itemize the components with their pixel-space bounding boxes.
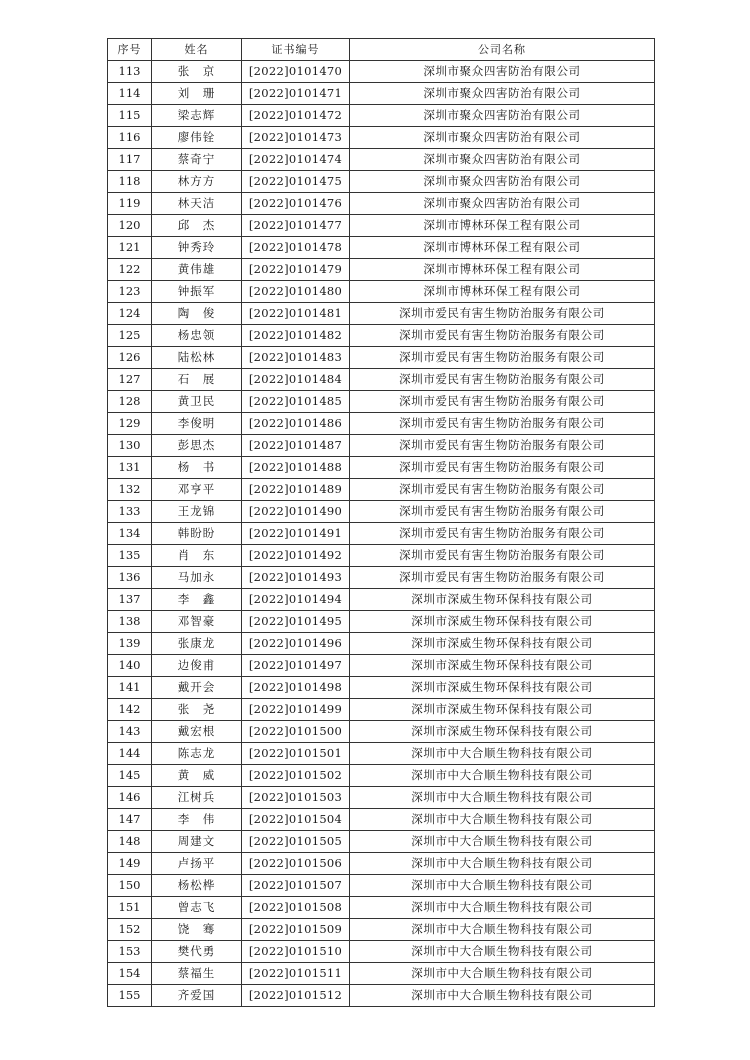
cell-cert: [2022]0101474 <box>242 149 350 171</box>
header-cert: 证书编号 <box>242 39 350 61</box>
cell-cert: [2022]0101500 <box>242 721 350 743</box>
table-row <box>108 545 655 567</box>
cell-name: 饶 骞 <box>152 919 242 941</box>
cell-name: 齐爱国 <box>152 985 242 1007</box>
cell-name: 杨松桦 <box>152 875 242 897</box>
table-row <box>108 853 655 875</box>
cell-name: 黄 威 <box>152 765 242 787</box>
header-company: 公司名称 <box>350 39 655 61</box>
cell-company: 深圳市中大合顺生物科技有限公司 <box>350 963 655 985</box>
table-row <box>108 61 655 83</box>
cell-cert: [2022]0101480 <box>242 281 350 303</box>
cell-cert: [2022]0101497 <box>242 655 350 677</box>
cell-company: 深圳市聚众四害防治有限公司 <box>350 83 655 105</box>
table-row <box>108 127 655 149</box>
cell-company: 深圳市中大合顺生物科技有限公司 <box>350 743 655 765</box>
cell-company: 深圳市博林环保工程有限公司 <box>350 281 655 303</box>
cell-company: 深圳市深威生物环保科技有限公司 <box>350 699 655 721</box>
cell-cert: [2022]0101498 <box>242 677 350 699</box>
cell-no: 119 <box>108 193 152 215</box>
cell-cert: [2022]0101487 <box>242 435 350 457</box>
cell-cert: [2022]0101508 <box>242 897 350 919</box>
cell-no: 143 <box>108 721 152 743</box>
cell-name: 张 尧 <box>152 699 242 721</box>
cell-company: 深圳市爱民有害生物防治服务有限公司 <box>350 369 655 391</box>
cell-no: 150 <box>108 875 152 897</box>
cell-cert: [2022]0101505 <box>242 831 350 853</box>
table-row <box>108 435 655 457</box>
cell-name: 钟秀玲 <box>152 237 242 259</box>
cell-no: 152 <box>108 919 152 941</box>
cell-name: 梁志辉 <box>152 105 242 127</box>
cell-no: 145 <box>108 765 152 787</box>
cell-no: 131 <box>108 457 152 479</box>
cell-no: 130 <box>108 435 152 457</box>
cell-no: 151 <box>108 897 152 919</box>
cell-cert: [2022]0101494 <box>242 589 350 611</box>
cell-name: 邓智豪 <box>152 611 242 633</box>
header-no: 序号 <box>108 39 152 61</box>
cell-no: 126 <box>108 347 152 369</box>
cell-company: 深圳市深威生物环保科技有限公司 <box>350 633 655 655</box>
cell-company: 深圳市聚众四害防治有限公司 <box>350 61 655 83</box>
cell-no: 138 <box>108 611 152 633</box>
cell-company: 深圳市中大合顺生物科技有限公司 <box>350 875 655 897</box>
cell-no: 122 <box>108 259 152 281</box>
table-row <box>108 259 655 281</box>
cell-no: 121 <box>108 237 152 259</box>
cell-no: 129 <box>108 413 152 435</box>
cell-cert: [2022]0101502 <box>242 765 350 787</box>
table-header <box>108 39 655 61</box>
table-row <box>108 985 655 1007</box>
cell-no: 118 <box>108 171 152 193</box>
cell-company: 深圳市聚众四害防治有限公司 <box>350 105 655 127</box>
cell-no: 155 <box>108 985 152 1007</box>
table-row <box>108 413 655 435</box>
table-row <box>108 589 655 611</box>
cell-name: 陈志龙 <box>152 743 242 765</box>
cell-no: 127 <box>108 369 152 391</box>
table-row <box>108 831 655 853</box>
cell-cert: [2022]0101510 <box>242 941 350 963</box>
cell-company: 深圳市爱民有害生物防治服务有限公司 <box>350 325 655 347</box>
table-row <box>108 633 655 655</box>
cell-company: 深圳市爱民有害生物防治服务有限公司 <box>350 567 655 589</box>
cell-cert: [2022]0101486 <box>242 413 350 435</box>
cell-no: 116 <box>108 127 152 149</box>
cell-name: 张 京 <box>152 61 242 83</box>
table-row <box>108 809 655 831</box>
cell-no: 136 <box>108 567 152 589</box>
cell-name: 钟振军 <box>152 281 242 303</box>
cell-company: 深圳市爱民有害生物防治服务有限公司 <box>350 479 655 501</box>
table-row <box>108 193 655 215</box>
cell-cert: [2022]0101471 <box>242 83 350 105</box>
cell-cert: [2022]0101491 <box>242 523 350 545</box>
cell-name: 张康龙 <box>152 633 242 655</box>
table-row <box>108 391 655 413</box>
table-row <box>108 457 655 479</box>
cell-cert: [2022]0101489 <box>242 479 350 501</box>
cell-company: 深圳市中大合顺生物科技有限公司 <box>350 831 655 853</box>
cell-name: 杨 书 <box>152 457 242 479</box>
cell-company: 深圳市深威生物环保科技有限公司 <box>350 589 655 611</box>
cell-name: 李 伟 <box>152 809 242 831</box>
cell-no: 148 <box>108 831 152 853</box>
table-row <box>108 83 655 105</box>
cell-company: 深圳市爱民有害生物防治服务有限公司 <box>350 347 655 369</box>
cell-cert: [2022]0101504 <box>242 809 350 831</box>
cell-company: 深圳市博林环保工程有限公司 <box>350 259 655 281</box>
cell-name: 江树兵 <box>152 787 242 809</box>
cell-no: 135 <box>108 545 152 567</box>
table-row <box>108 919 655 941</box>
table-row <box>108 303 655 325</box>
table-row <box>108 325 655 347</box>
cell-cert: [2022]0101492 <box>242 545 350 567</box>
cell-name: 李俊明 <box>152 413 242 435</box>
cell-company: 深圳市爱民有害生物防治服务有限公司 <box>350 303 655 325</box>
table-row <box>108 699 655 721</box>
table-row <box>108 171 655 193</box>
cell-no: 139 <box>108 633 152 655</box>
cell-no: 140 <box>108 655 152 677</box>
cell-name: 肖 东 <box>152 545 242 567</box>
header-row <box>108 39 655 61</box>
cell-name: 陶 俊 <box>152 303 242 325</box>
cell-cert: [2022]0101475 <box>242 171 350 193</box>
cell-no: 128 <box>108 391 152 413</box>
cell-cert: [2022]0101473 <box>242 127 350 149</box>
cell-name: 李 鑫 <box>152 589 242 611</box>
cell-name: 彭思杰 <box>152 435 242 457</box>
table-row <box>108 941 655 963</box>
cell-name: 蔡奇宁 <box>152 149 242 171</box>
cell-company: 深圳市爱民有害生物防治服务有限公司 <box>350 457 655 479</box>
cell-cert: [2022]0101476 <box>242 193 350 215</box>
table-row <box>108 743 655 765</box>
cell-cert: [2022]0101479 <box>242 259 350 281</box>
table-row <box>108 149 655 171</box>
cell-name: 廖伟铨 <box>152 127 242 149</box>
certificate-table <box>107 38 655 1007</box>
table-row <box>108 347 655 369</box>
table-row <box>108 479 655 501</box>
cell-name: 邓亨平 <box>152 479 242 501</box>
cell-cert: [2022]0101484 <box>242 369 350 391</box>
cell-name: 林天洁 <box>152 193 242 215</box>
cell-name: 林方方 <box>152 171 242 193</box>
cell-name: 马加永 <box>152 567 242 589</box>
cell-cert: [2022]0101485 <box>242 391 350 413</box>
cell-no: 134 <box>108 523 152 545</box>
cell-company: 深圳市爱民有害生物防治服务有限公司 <box>350 545 655 567</box>
table-body <box>108 61 655 1007</box>
cell-no: 124 <box>108 303 152 325</box>
table-row <box>108 765 655 787</box>
cell-name: 边俊甫 <box>152 655 242 677</box>
cell-no: 113 <box>108 61 152 83</box>
table-row <box>108 677 655 699</box>
cell-no: 154 <box>108 963 152 985</box>
cell-name: 黄卫民 <box>152 391 242 413</box>
cell-name: 戴开会 <box>152 677 242 699</box>
cell-company: 深圳市中大合顺生物科技有限公司 <box>350 919 655 941</box>
cell-name: 樊代勇 <box>152 941 242 963</box>
cell-name: 杨忠领 <box>152 325 242 347</box>
cell-cert: [2022]0101496 <box>242 633 350 655</box>
cell-no: 146 <box>108 787 152 809</box>
cell-name: 黄伟雄 <box>152 259 242 281</box>
table-row <box>108 237 655 259</box>
cell-no: 144 <box>108 743 152 765</box>
table-row <box>108 721 655 743</box>
cell-company: 深圳市聚众四害防治有限公司 <box>350 127 655 149</box>
cell-no: 141 <box>108 677 152 699</box>
table-row <box>108 567 655 589</box>
cell-cert: [2022]0101493 <box>242 567 350 589</box>
table-row <box>108 875 655 897</box>
cell-cert: [2022]0101488 <box>242 457 350 479</box>
cell-company: 深圳市深威生物环保科技有限公司 <box>350 611 655 633</box>
cell-name: 戴宏根 <box>152 721 242 743</box>
cell-company: 深圳市聚众四害防治有限公司 <box>350 149 655 171</box>
cell-company: 深圳市中大合顺生物科技有限公司 <box>350 897 655 919</box>
cell-company: 深圳市爱民有害生物防治服务有限公司 <box>350 501 655 523</box>
cell-name: 曾志飞 <box>152 897 242 919</box>
cell-name: 周建文 <box>152 831 242 853</box>
cell-cert: [2022]0101470 <box>242 61 350 83</box>
cell-no: 115 <box>108 105 152 127</box>
cell-cert: [2022]0101512 <box>242 985 350 1007</box>
cell-cert: [2022]0101490 <box>242 501 350 523</box>
cell-cert: [2022]0101506 <box>242 853 350 875</box>
cell-cert: [2022]0101503 <box>242 787 350 809</box>
cell-no: 123 <box>108 281 152 303</box>
cell-no: 117 <box>108 149 152 171</box>
table-row <box>108 655 655 677</box>
cell-cert: [2022]0101511 <box>242 963 350 985</box>
table-row <box>108 523 655 545</box>
table-row <box>108 787 655 809</box>
cell-name: 陆松林 <box>152 347 242 369</box>
table-row <box>108 105 655 127</box>
cell-company: 深圳市聚众四害防治有限公司 <box>350 193 655 215</box>
cell-cert: [2022]0101499 <box>242 699 350 721</box>
cell-no: 137 <box>108 589 152 611</box>
cell-company: 深圳市博林环保工程有限公司 <box>350 215 655 237</box>
cell-company: 深圳市爱民有害生物防治服务有限公司 <box>350 523 655 545</box>
cell-name: 刘 珊 <box>152 83 242 105</box>
cell-cert: [2022]0101507 <box>242 875 350 897</box>
cell-cert: [2022]0101483 <box>242 347 350 369</box>
table-row <box>108 281 655 303</box>
table-row <box>108 963 655 985</box>
cell-company: 深圳市聚众四害防治有限公司 <box>350 171 655 193</box>
header-name: 姓名 <box>152 39 242 61</box>
cell-name: 王龙锦 <box>152 501 242 523</box>
cell-name: 石 展 <box>152 369 242 391</box>
cell-company: 深圳市深威生物环保科技有限公司 <box>350 655 655 677</box>
cell-no: 153 <box>108 941 152 963</box>
cell-no: 142 <box>108 699 152 721</box>
cell-company: 深圳市中大合顺生物科技有限公司 <box>350 941 655 963</box>
cell-company: 深圳市爱民有害生物防治服务有限公司 <box>350 435 655 457</box>
cell-cert: [2022]0101509 <box>242 919 350 941</box>
cell-no: 125 <box>108 325 152 347</box>
cell-cert: [2022]0101495 <box>242 611 350 633</box>
cell-name: 蔡福生 <box>152 963 242 985</box>
cell-company: 深圳市中大合顺生物科技有限公司 <box>350 985 655 1007</box>
cell-cert: [2022]0101481 <box>242 303 350 325</box>
cell-cert: [2022]0101477 <box>242 215 350 237</box>
cell-cert: [2022]0101472 <box>242 105 350 127</box>
cell-no: 133 <box>108 501 152 523</box>
cell-company: 深圳市深威生物环保科技有限公司 <box>350 677 655 699</box>
cell-company: 深圳市中大合顺生物科技有限公司 <box>350 765 655 787</box>
cell-name: 邱 杰 <box>152 215 242 237</box>
cell-cert: [2022]0101482 <box>242 325 350 347</box>
cell-company: 深圳市博林环保工程有限公司 <box>350 237 655 259</box>
cell-cert: [2022]0101501 <box>242 743 350 765</box>
cell-name: 韩盼盼 <box>152 523 242 545</box>
cell-company: 深圳市中大合顺生物科技有限公司 <box>350 853 655 875</box>
table-row <box>108 369 655 391</box>
cell-company: 深圳市中大合顺生物科技有限公司 <box>350 787 655 809</box>
cell-cert: [2022]0101478 <box>242 237 350 259</box>
cell-name: 卢扬平 <box>152 853 242 875</box>
cell-company: 深圳市爱民有害生物防治服务有限公司 <box>350 413 655 435</box>
cell-company: 深圳市中大合顺生物科技有限公司 <box>350 809 655 831</box>
table-row <box>108 501 655 523</box>
table-row <box>108 215 655 237</box>
cell-company: 深圳市爱民有害生物防治服务有限公司 <box>350 391 655 413</box>
cell-no: 149 <box>108 853 152 875</box>
table-row <box>108 611 655 633</box>
cell-no: 132 <box>108 479 152 501</box>
cell-no: 120 <box>108 215 152 237</box>
cell-company: 深圳市深威生物环保科技有限公司 <box>350 721 655 743</box>
cell-no: 114 <box>108 83 152 105</box>
cell-no: 147 <box>108 809 152 831</box>
table-row <box>108 897 655 919</box>
